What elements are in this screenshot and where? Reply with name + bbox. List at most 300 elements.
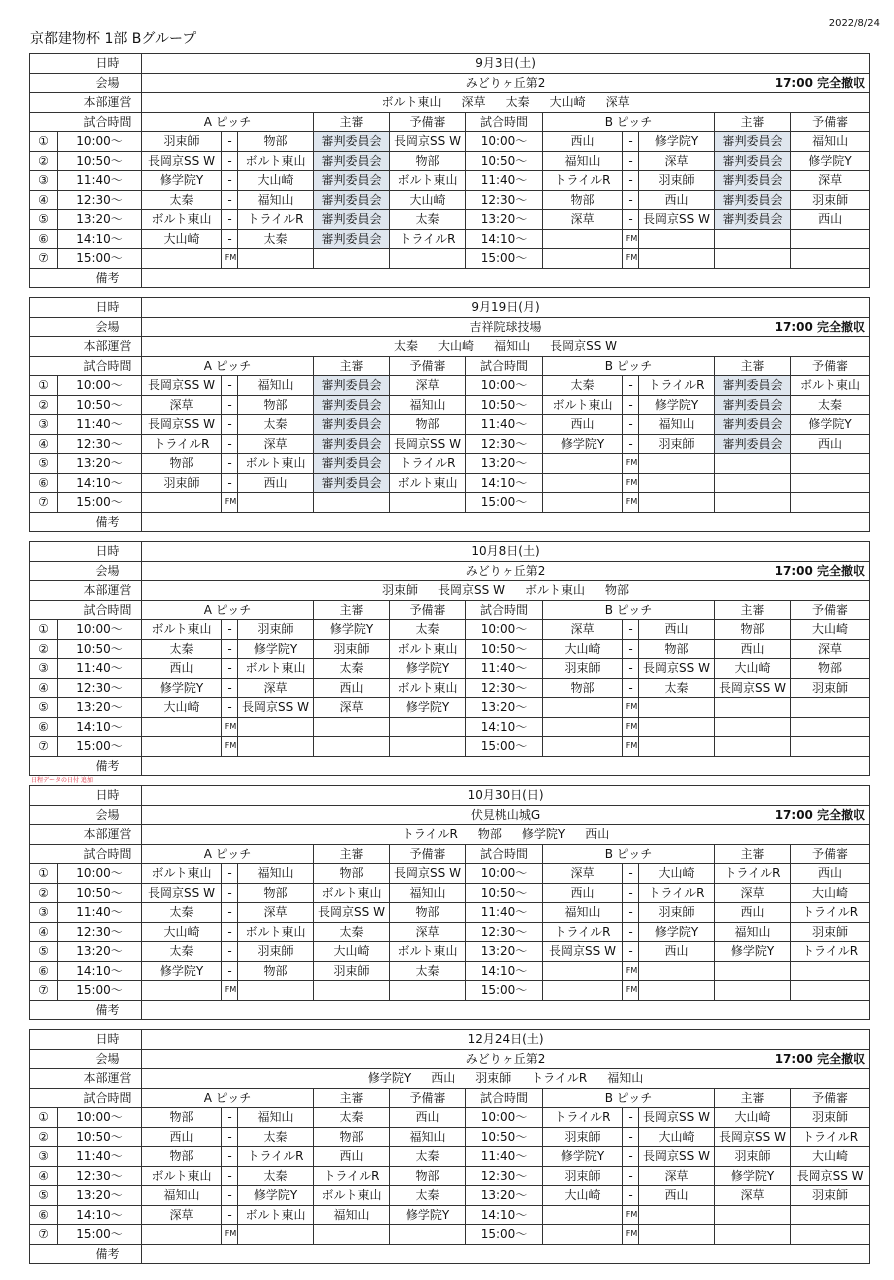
a-dash: - (222, 942, 238, 962)
a-sub-referee (390, 717, 466, 737)
a-away-team (238, 737, 314, 757)
a-sub-referee-header: 予備審 (390, 1088, 466, 1108)
b-sub-referee (791, 473, 870, 493)
b-away-team: 西山 (639, 190, 715, 210)
b-dash: - (623, 415, 639, 435)
b-referee: 審判委員会 (715, 376, 791, 396)
a-dash: - (222, 1186, 238, 1206)
b-match-time: 10:00～ (466, 132, 543, 152)
b-sub-referee (791, 1225, 870, 1245)
b-referee: 深草 (715, 883, 791, 903)
hq-label: 本部運営 (30, 581, 142, 601)
b-dash: - (623, 434, 639, 454)
b-dash: - (623, 620, 639, 640)
b-away-team (639, 737, 715, 757)
b-fm: FM (623, 493, 639, 513)
b-dash: - (623, 132, 639, 152)
a-away-team: 深草 (238, 903, 314, 923)
b-home-team: 羽束師 (543, 1127, 623, 1147)
b-sub-referee-header: 予備審 (791, 356, 870, 376)
b-referee (715, 229, 791, 249)
match-row (30, 415, 870, 435)
b-home-team: 深草 (543, 210, 623, 230)
a-away-team: 修学院Y (238, 639, 314, 659)
date-label: 日時 (30, 298, 142, 318)
a-referee: 西山 (314, 678, 390, 698)
b-referee-header: 主審 (715, 844, 791, 864)
hq-team: 長岡京SS W (550, 339, 617, 354)
match-number: ⑥ (30, 1205, 58, 1225)
b-time-header: 試合時間 (466, 1088, 543, 1108)
match-time: 11:40～ (58, 415, 142, 435)
hq-team: 太秦 (505, 95, 530, 110)
b-away-team (639, 249, 715, 269)
b-home-team: 西山 (543, 883, 623, 903)
schedule-table (29, 297, 870, 532)
a-fm: FM (222, 493, 238, 513)
b-match-time: 10:50～ (466, 395, 543, 415)
match-number: ② (30, 395, 58, 415)
match-time: 14:10～ (58, 473, 142, 493)
match-row (30, 1205, 870, 1225)
a-sub-referee: ボルト東山 (390, 639, 466, 659)
b-sub-referee: 羽束師 (791, 190, 870, 210)
b-dash: - (623, 1108, 639, 1128)
venue-label: 会場 (30, 805, 142, 825)
match-number: ① (30, 1108, 58, 1128)
b-match-time: 13:20～ (466, 698, 543, 718)
match-time: 10:00～ (58, 864, 142, 884)
b-away-team (639, 1225, 715, 1245)
match-number: ⑥ (30, 717, 58, 737)
venue-label: 会場 (30, 561, 142, 581)
match-row (30, 1147, 870, 1167)
match-number: ⑦ (30, 493, 58, 513)
a-away-team: ボルト東山 (238, 1205, 314, 1225)
match-time: 10:00～ (58, 1108, 142, 1128)
match-row (30, 1225, 870, 1245)
b-match-time: 15:00～ (466, 1225, 543, 1245)
a-referee: 大山崎 (314, 942, 390, 962)
a-referee: 審判委員会 (314, 376, 390, 396)
match-row (30, 132, 870, 152)
a-pitch-header: A ピッチ (142, 356, 314, 376)
b-match-time: 14:10～ (466, 717, 543, 737)
match-row (30, 1166, 870, 1186)
match-number: ⑤ (30, 698, 58, 718)
remarks-label: 備考 (30, 756, 142, 776)
b-dash: - (623, 903, 639, 923)
a-dash: - (222, 1205, 238, 1225)
b-away-team: 修学院Y (639, 922, 715, 942)
hq-team: 深草 (461, 95, 486, 110)
match-time: 10:50～ (58, 151, 142, 171)
a-fm: FM (222, 717, 238, 737)
a-dash: - (222, 395, 238, 415)
b-away-team (639, 717, 715, 737)
a-referee (314, 737, 390, 757)
match-time: 13:20～ (58, 454, 142, 474)
b-sub-referee: 深草 (791, 639, 870, 659)
match-row (30, 1186, 870, 1206)
a-referee: 太秦 (314, 922, 390, 942)
b-sub-referee: 羽束師 (791, 1186, 870, 1206)
a-home-team: 西山 (142, 659, 222, 679)
b-sub-referee: 大山崎 (791, 883, 870, 903)
b-dash: - (623, 1166, 639, 1186)
match-number: ④ (30, 678, 58, 698)
match-time: 10:50～ (58, 883, 142, 903)
a-away-team: 太秦 (238, 415, 314, 435)
b-match-time: 12:30～ (466, 434, 543, 454)
b-match-time: 15:00～ (466, 249, 543, 269)
a-away-team: 福知山 (238, 1108, 314, 1128)
b-dash: - (623, 659, 639, 679)
b-sub-referee: 大山崎 (791, 620, 870, 640)
b-referee (715, 717, 791, 737)
match-time: 10:50～ (58, 1127, 142, 1147)
a-away-team: 大山崎 (238, 171, 314, 191)
a-home-team: 西山 (142, 1127, 222, 1147)
a-referee: 審判委員会 (314, 434, 390, 454)
b-away-team (639, 454, 715, 474)
b-sub-referee-header: 予備審 (791, 600, 870, 620)
b-home-team: 西山 (543, 415, 623, 435)
a-referee: 審判委員会 (314, 190, 390, 210)
b-sub-referee: 長岡京SS W (791, 1166, 870, 1186)
remarks-label: 備考 (30, 1000, 142, 1020)
match-date: 10月30日(日) (142, 786, 870, 806)
a-sub-referee: 長岡京SS W (390, 864, 466, 884)
remarks-label: 備考 (30, 1244, 142, 1264)
match-time: 12:30～ (58, 190, 142, 210)
a-fm: FM (222, 737, 238, 757)
b-sub-referee-header: 予備審 (791, 844, 870, 864)
b-referee (715, 698, 791, 718)
a-home-team: 福知山 (142, 1186, 222, 1206)
a-away-team: 西山 (238, 473, 314, 493)
b-away-team: 羽束師 (639, 434, 715, 454)
match-time: 13:20～ (58, 1186, 142, 1206)
match-row (30, 434, 870, 454)
a-sub-referee: 太秦 (390, 1147, 466, 1167)
b-away-team: 太秦 (639, 678, 715, 698)
a-home-team (142, 249, 222, 269)
a-home-team: 長岡京SS W (142, 151, 222, 171)
b-time-header: 試合時間 (466, 112, 543, 132)
a-sub-referee: ボルト東山 (390, 942, 466, 962)
b-fm: FM (623, 229, 639, 249)
a-dash: - (222, 190, 238, 210)
withdraw-time: 17:00 完全撤収 (774, 75, 866, 90)
a-sub-referee-header: 予備審 (390, 844, 466, 864)
b-referee: 西山 (715, 639, 791, 659)
hq-team: ボルト東山 (524, 583, 585, 598)
b-sub-referee: 深草 (791, 171, 870, 191)
a-sub-referee: 福知山 (390, 395, 466, 415)
b-sub-referee: 羽束師 (791, 678, 870, 698)
a-sub-referee: 物部 (390, 151, 466, 171)
a-away-team: 物部 (238, 395, 314, 415)
a-home-team: トライルR (142, 434, 222, 454)
b-home-team: 物部 (543, 678, 623, 698)
venue-cell (142, 73, 870, 93)
a-sub-referee (390, 1225, 466, 1245)
match-time: 12:30～ (58, 678, 142, 698)
venue-cell (142, 561, 870, 581)
venue-cell (142, 1049, 870, 1069)
b-home-team: トライルR (543, 922, 623, 942)
match-time: 10:00～ (58, 132, 142, 152)
b-referee: 長岡京SS W (715, 678, 791, 698)
b-referee: 大山崎 (715, 659, 791, 679)
b-referee: 審判委員会 (715, 132, 791, 152)
hq-team: 長岡京SS W (438, 583, 505, 598)
b-sub-referee: 羽束師 (791, 1108, 870, 1128)
b-match-time: 11:40～ (466, 171, 543, 191)
a-dash: - (222, 620, 238, 640)
a-home-team: 長岡京SS W (142, 376, 222, 396)
a-referee: トライルR (314, 1166, 390, 1186)
hq-team: 西山 (585, 827, 610, 842)
match-number: ① (30, 864, 58, 884)
match-time: 15:00～ (58, 493, 142, 513)
match-time: 11:40～ (58, 659, 142, 679)
match-row (30, 883, 870, 903)
match-date: 10月8日(土) (142, 542, 870, 562)
match-time: 15:00～ (58, 1225, 142, 1245)
b-match-time: 10:00～ (466, 1108, 543, 1128)
match-number: ⑦ (30, 1225, 58, 1245)
a-home-team: 長岡京SS W (142, 883, 222, 903)
block-gap (29, 288, 849, 297)
a-away-team: 物部 (238, 961, 314, 981)
match-row (30, 249, 870, 269)
b-away-team (639, 493, 715, 513)
b-home-team (543, 981, 623, 1001)
a-home-team: 修学院Y (142, 171, 222, 191)
b-home-team: 大山崎 (543, 639, 623, 659)
match-number: ⑥ (30, 229, 58, 249)
a-home-team: ボルト東山 (142, 1166, 222, 1186)
b-home-team: トライルR (543, 171, 623, 191)
match-number: ① (30, 132, 58, 152)
a-sub-referee: ボルト東山 (390, 473, 466, 493)
b-sub-referee (791, 961, 870, 981)
hq-teams (142, 93, 870, 113)
b-fm: FM (623, 717, 639, 737)
b-away-team: 物部 (639, 639, 715, 659)
a-sub-referee: 福知山 (390, 883, 466, 903)
remarks-label: 備考 (30, 268, 142, 288)
match-time: 14:10～ (58, 717, 142, 737)
date-label: 日時 (30, 786, 142, 806)
b-dash: - (623, 883, 639, 903)
b-sub-referee (791, 1205, 870, 1225)
b-away-team (639, 961, 715, 981)
match-number: ⑤ (30, 454, 58, 474)
venue-cell (142, 805, 870, 825)
b-dash: - (623, 376, 639, 396)
hq-team: 深草 (605, 95, 630, 110)
match-time: 14:10～ (58, 1205, 142, 1225)
b-referee (715, 1205, 791, 1225)
a-dash: - (222, 229, 238, 249)
b-sub-referee (791, 493, 870, 513)
b-away-team: 長岡京SS W (639, 1147, 715, 1167)
match-number: ② (30, 151, 58, 171)
a-away-team: ボルト東山 (238, 151, 314, 171)
a-home-team (142, 1225, 222, 1245)
a-referee-header: 主審 (314, 112, 390, 132)
a-referee: 審判委員会 (314, 151, 390, 171)
a-home-team: 物部 (142, 454, 222, 474)
b-sub-referee-header: 予備審 (791, 1088, 870, 1108)
a-referee: 太秦 (314, 659, 390, 679)
b-sub-referee: トライルR (791, 903, 870, 923)
match-row (30, 171, 870, 191)
b-referee-header: 主審 (715, 1088, 791, 1108)
a-home-team: 羽束師 (142, 132, 222, 152)
a-referee: 物部 (314, 1127, 390, 1147)
match-time: 12:30～ (58, 922, 142, 942)
match-row (30, 190, 870, 210)
b-away-team: 大山崎 (639, 864, 715, 884)
b-dash: - (623, 171, 639, 191)
b-sub-referee: ボルト東山 (791, 376, 870, 396)
block-gap (29, 1020, 849, 1029)
hq-teams (142, 825, 870, 845)
a-away-team: 太秦 (238, 229, 314, 249)
b-fm: FM (623, 961, 639, 981)
b-away-team: 西山 (639, 942, 715, 962)
a-referee: 審判委員会 (314, 415, 390, 435)
a-referee: ボルト東山 (314, 1186, 390, 1206)
hq-team: ボルト東山 (381, 95, 442, 110)
schedule-table (29, 53, 870, 288)
time-header: 試合時間 (30, 112, 142, 132)
b-dash: - (623, 190, 639, 210)
match-time: 14:10～ (58, 961, 142, 981)
b-pitch-header: B ピッチ (543, 112, 715, 132)
a-referee: 修学院Y (314, 620, 390, 640)
b-sub-referee: トライルR (791, 1127, 870, 1147)
b-match-time: 14:10～ (466, 1205, 543, 1225)
b-home-team (543, 717, 623, 737)
a-sub-referee: トライルR (390, 454, 466, 474)
a-referee: 深草 (314, 698, 390, 718)
b-pitch-header: B ピッチ (543, 600, 715, 620)
match-number: ③ (30, 415, 58, 435)
hq-team: 大山崎 (438, 339, 475, 354)
a-away-team: トライルR (238, 1147, 314, 1167)
b-referee (715, 493, 791, 513)
b-match-time: 10:50～ (466, 151, 543, 171)
b-home-team (543, 229, 623, 249)
match-time: 14:10～ (58, 229, 142, 249)
match-time: 12:30～ (58, 1166, 142, 1186)
a-sub-referee-header: 予備審 (390, 356, 466, 376)
a-sub-referee: ボルト東山 (390, 678, 466, 698)
b-dash: - (623, 151, 639, 171)
a-sub-referee: 太秦 (390, 210, 466, 230)
a-home-team: 修学院Y (142, 961, 222, 981)
a-dash: - (222, 922, 238, 942)
a-referee-header: 主審 (314, 600, 390, 620)
b-home-team: 物部 (543, 190, 623, 210)
venue-label: 会場 (30, 1049, 142, 1069)
b-fm: FM (623, 454, 639, 474)
b-sub-referee (791, 229, 870, 249)
a-sub-referee: 物部 (390, 1166, 466, 1186)
a-away-team (238, 249, 314, 269)
a-dash: - (222, 698, 238, 718)
a-referee (314, 1225, 390, 1245)
b-referee-header: 主審 (715, 356, 791, 376)
a-dash: - (222, 1108, 238, 1128)
b-away-team: 長岡京SS W (639, 210, 715, 230)
schedule-blocks (29, 53, 866, 1264)
match-time: 15:00～ (58, 249, 142, 269)
match-date: 12月24日(土) (142, 1030, 870, 1050)
match-number: ④ (30, 1166, 58, 1186)
b-home-team: 長岡京SS W (543, 942, 623, 962)
hq-teams (142, 337, 870, 357)
a-dash: - (222, 659, 238, 679)
a-dash: - (222, 171, 238, 191)
b-away-team: トライルR (639, 376, 715, 396)
hq-team: トライルR (401, 827, 458, 842)
b-referee: 審判委員会 (715, 395, 791, 415)
a-sub-referee: 長岡京SS W (390, 132, 466, 152)
a-sub-referee: 物部 (390, 903, 466, 923)
a-away-team: ボルト東山 (238, 454, 314, 474)
match-time: 11:40～ (58, 171, 142, 191)
a-fm: FM (222, 249, 238, 269)
b-away-team: 深草 (639, 1166, 715, 1186)
b-match-time: 13:20～ (466, 210, 543, 230)
b-match-time: 13:20～ (466, 454, 543, 474)
b-time-header: 試合時間 (466, 356, 543, 376)
b-dash: - (623, 639, 639, 659)
match-number: ⑤ (30, 210, 58, 230)
block-gap (29, 532, 849, 541)
a-referee: 物部 (314, 864, 390, 884)
a-home-team: 大山崎 (142, 922, 222, 942)
a-referee: ボルト東山 (314, 883, 390, 903)
match-row (30, 717, 870, 737)
b-referee-header: 主審 (715, 600, 791, 620)
b-referee: 修学院Y (715, 1166, 791, 1186)
match-number: ⑤ (30, 942, 58, 962)
a-away-team: 物部 (238, 132, 314, 152)
match-number: ② (30, 1127, 58, 1147)
b-match-time: 10:50～ (466, 1127, 543, 1147)
venue-cell (142, 317, 870, 337)
a-home-team: ボルト東山 (142, 620, 222, 640)
match-row (30, 922, 870, 942)
b-away-team: 羽束師 (639, 171, 715, 191)
match-time: 10:00～ (58, 376, 142, 396)
match-row (30, 864, 870, 884)
a-referee-header: 主審 (314, 844, 390, 864)
b-away-team: 深草 (639, 151, 715, 171)
b-match-time: 12:30～ (466, 190, 543, 210)
b-away-team: トライルR (639, 883, 715, 903)
revision-note: 日程データの日付 追加 (31, 777, 93, 784)
match-row (30, 1127, 870, 1147)
hq-team: 修学院Y (367, 1071, 412, 1086)
